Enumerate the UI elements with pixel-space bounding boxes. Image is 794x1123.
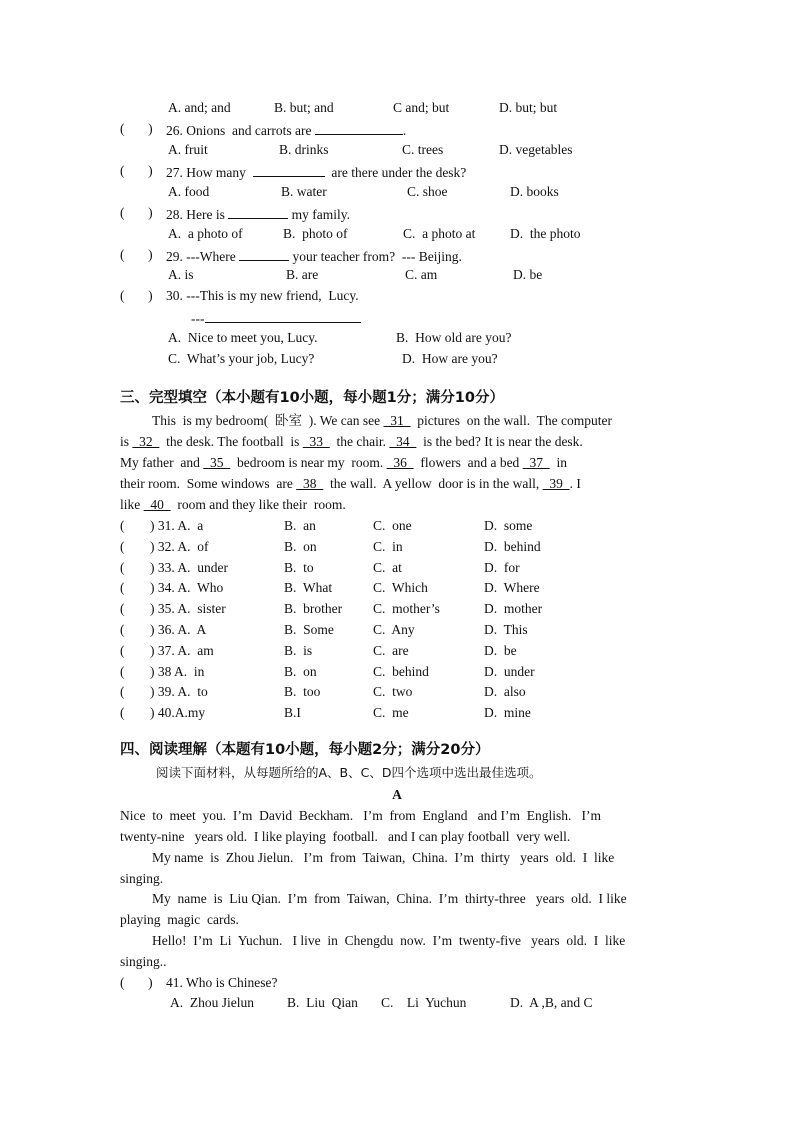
cloze-text: My father and	[120, 455, 204, 470]
passage-line: My name is Zhou Jielun. I’m from Taiwan, China. I’m thirty years old. I like	[152, 850, 615, 865]
cloze-option-b: B. What	[284, 580, 333, 595]
cloze-option-b: B. too	[284, 684, 321, 699]
cloze-text: flowers and a bed	[413, 455, 523, 470]
q27-stem-a: 27. How many	[166, 165, 246, 180]
q25-option-b: B. but; and	[274, 100, 334, 115]
cloze-option-a: ) 32. A. of	[150, 539, 209, 554]
cloze-paren: (	[120, 684, 125, 699]
cloze-text: is	[120, 434, 133, 449]
cloze-option-d: D. some	[484, 518, 533, 533]
cloze-option-c: C. two	[373, 684, 413, 699]
cloze-option-d: D. mother	[484, 601, 543, 616]
cloze-paren: (	[120, 705, 125, 720]
q28-option-c: C. a photo at	[403, 226, 476, 241]
q28-answer-paren: ( )	[120, 205, 153, 220]
cloze-option-c: C. are	[373, 643, 409, 658]
cloze-text: pictures on the wall. The computer	[410, 413, 612, 428]
cloze-option-d: D. This	[484, 622, 528, 637]
q26-option-c: C. trees	[402, 142, 444, 157]
q26-stem: 26. Onions and carrots are .	[166, 120, 406, 140]
cloze-blank-32: 32	[132, 434, 160, 449]
q27-option-a: A. food	[168, 184, 210, 199]
q27-stem-b: are there under the desk?	[331, 165, 467, 180]
q28-stem-b: my family.	[291, 207, 350, 222]
cloze-option-b: B. is	[284, 643, 313, 658]
cloze-option-c: C. behind	[373, 664, 429, 679]
q26-blank	[315, 120, 403, 135]
cloze-paren: (	[120, 518, 125, 533]
section4-instruction: 阅读下面材料，从每题所给的A、B、C、D四个选项中选出最佳选项。	[156, 765, 542, 780]
section3-heading: 三、完型填空（本小题有10小题，每小题1分；满分10分）	[120, 390, 504, 406]
q28-option-d: D. the photo	[510, 226, 581, 241]
cloze-paren: (	[120, 580, 125, 595]
cloze-paren: (	[120, 664, 125, 679]
passage-line: My name is Liu Qian. I’m from Taiwan, China. I’m thirty-three years old. I like	[152, 891, 627, 906]
q29-stem-b: your teacher from? --- Beijing.	[292, 249, 462, 264]
cloze-option-b: B. on	[284, 539, 317, 554]
cloze-blank-40: 40	[143, 497, 171, 512]
cloze-option-d: D. under	[484, 664, 535, 679]
cloze-line-1	[152, 412, 612, 430]
cloze-option-b: B.I	[284, 705, 301, 720]
cloze-option-d: D. for	[484, 560, 520, 575]
q28-stem	[166, 204, 350, 224]
cloze-blank-38: 38	[296, 476, 324, 491]
cloze-option-b: B. brother	[284, 601, 343, 616]
q41-answer-paren: ( )	[120, 975, 153, 990]
q30-option-a: A. Nice to meet you, Lucy.	[168, 330, 318, 345]
cloze-option-a: ) 35. A. sister	[150, 601, 226, 616]
cloze-blank-31: 31	[383, 413, 411, 428]
passage-line: twenty-nine years old. I like playing football. and I can play football very well.	[120, 829, 571, 844]
q28-blank	[228, 204, 288, 219]
cloze-paren: (	[120, 622, 125, 637]
q25-option-d: D. but; but	[499, 100, 558, 115]
q30-stem: 30. ---This is my new friend, Lucy.	[166, 288, 359, 303]
passage-line: singing..	[120, 954, 167, 969]
cloze-option-b: B. Some	[284, 622, 334, 637]
passage-line: Hello! I’m Li Yuchun. I live in Chengdu now. I’m twenty-five years old. I like	[152, 933, 626, 948]
passage-line: playing magic cards.	[120, 912, 239, 927]
q27-stem	[166, 162, 466, 182]
cloze-option-d: D. mine	[484, 705, 531, 720]
cloze-text: This is my bedroom( 卧室 ). We can see	[152, 413, 384, 428]
q27-blank	[253, 162, 325, 177]
q29-answer-paren: ( )	[120, 247, 153, 262]
q30-option-c: C. What’s your job, Lucy?	[168, 351, 315, 366]
q26-answer-paren: ( )	[120, 121, 153, 136]
q41-option-b: B. Liu Qian	[287, 995, 358, 1010]
cloze-line-4	[120, 475, 581, 493]
q28-option-a: A. a photo of	[168, 226, 243, 241]
q27-option-c: C. shoe	[407, 184, 448, 199]
cloze-option-c: C. me	[373, 705, 409, 720]
q30-answer-prefix: ---	[191, 311, 205, 326]
q28-option-b: B. photo of	[283, 226, 348, 241]
q30-blank	[205, 308, 361, 323]
cloze-blank-39: 39	[542, 476, 570, 491]
q25-option-a: A. and; and	[168, 100, 231, 115]
q29-stem-a: 29. ---Where	[166, 249, 236, 264]
q29-option-a: A. is	[168, 267, 194, 282]
cloze-blank-34: 34	[389, 434, 417, 449]
cloze-text: room and they like their room.	[170, 497, 346, 512]
cloze-paren: (	[120, 601, 125, 616]
cloze-line-5	[120, 496, 346, 514]
cloze-text: the chair.	[329, 434, 390, 449]
cloze-line-3	[120, 454, 567, 472]
q26-option-b: B. drinks	[279, 142, 329, 157]
cloze-option-a: ) 36. A. A	[150, 622, 207, 637]
cloze-option-c: C. one	[373, 518, 412, 533]
passage-line: Nice to meet you. I’m David Beckham. I’m from England and I’m English. I’m	[120, 808, 602, 823]
cloze-option-a: ) 40.A.my	[150, 705, 206, 720]
passage-label: A	[392, 787, 402, 802]
cloze-option-c: C. at	[373, 560, 402, 575]
cloze-blank-36: 36	[386, 455, 414, 470]
q29-stem	[166, 246, 462, 266]
cloze-blank-37: 37	[522, 455, 550, 470]
q25-option-c: C and; but	[393, 100, 450, 115]
q29-blank	[239, 246, 289, 261]
q30-option-d: D. How are you?	[402, 351, 498, 366]
cloze-text: is the bed? It is near the desk.	[416, 434, 583, 449]
q28-stem-a: 28. Here is	[166, 207, 225, 222]
cloze-option-b: B. an	[284, 518, 316, 533]
cloze-option-d: D. Where	[484, 580, 540, 595]
q30-option-b: B. How old are you?	[396, 330, 512, 345]
cloze-paren: (	[120, 643, 125, 658]
passage-line: singing.	[120, 871, 164, 886]
q30-answer-line	[191, 308, 361, 328]
cloze-text: the desk. The football is	[159, 434, 303, 449]
q30-answer-paren: ( )	[120, 288, 153, 303]
cloze-option-c: C. Any	[373, 622, 415, 637]
q41-option-c: C. Li Yuchun	[381, 995, 467, 1010]
cloze-option-a: ) 31. A. a	[150, 518, 204, 533]
cloze-option-a: ) 38 A. in	[150, 664, 205, 679]
cloze-option-a: ) 33. A. under	[150, 560, 228, 575]
q29-option-d: D. be	[513, 267, 543, 282]
q26-option-d: D. vegetables	[499, 142, 573, 157]
cloze-text: their room. Some windows are	[120, 476, 297, 491]
cloze-paren: (	[120, 539, 125, 554]
cloze-text: bedroom is near my room.	[230, 455, 387, 470]
cloze-text: like	[120, 497, 144, 512]
cloze-blank-35: 35	[203, 455, 231, 470]
cloze-option-a: ) 37. A. am	[150, 643, 214, 658]
q29-option-b: B. are	[286, 267, 319, 282]
q27-answer-paren: ( )	[120, 163, 153, 178]
cloze-blank-33: 33	[302, 434, 330, 449]
cloze-option-c: C. Which	[373, 580, 428, 595]
cloze-line-2	[120, 433, 583, 451]
cloze-option-a: ) 39. A. to	[150, 684, 208, 699]
q41-option-d: D. A ,B, and C	[510, 995, 593, 1010]
cloze-text: in	[549, 455, 567, 470]
q26-option-a: A. fruit	[168, 142, 208, 157]
section4-heading: 四、阅读理解（本题有10小题，每小题2分；满分20分）	[120, 742, 490, 758]
cloze-option-d: D. be	[484, 643, 517, 658]
cloze-option-d: D. behind	[484, 539, 541, 554]
cloze-option-b: B. to	[284, 560, 314, 575]
q41-stem: 41. Who is Chinese?	[166, 975, 278, 990]
cloze-option-a: ) 34. A. Who	[150, 580, 224, 595]
q41-option-a: A. Zhou Jielun	[170, 995, 254, 1010]
cloze-option-d: D. also	[484, 684, 526, 699]
cloze-option-b: B. on	[284, 664, 317, 679]
cloze-option-c: C. in	[373, 539, 403, 554]
cloze-text: . I	[569, 476, 581, 491]
q26-stem-text: 26. Onions and carrots are	[166, 123, 312, 138]
q29-option-c: C. am	[405, 267, 438, 282]
q27-option-d: D. books	[510, 184, 559, 199]
cloze-text: the wall. A yellow door is in the wall,	[323, 476, 543, 491]
cloze-paren: (	[120, 560, 125, 575]
cloze-option-c: C. mother’s	[373, 601, 440, 616]
q27-option-b: B. water	[281, 184, 327, 199]
